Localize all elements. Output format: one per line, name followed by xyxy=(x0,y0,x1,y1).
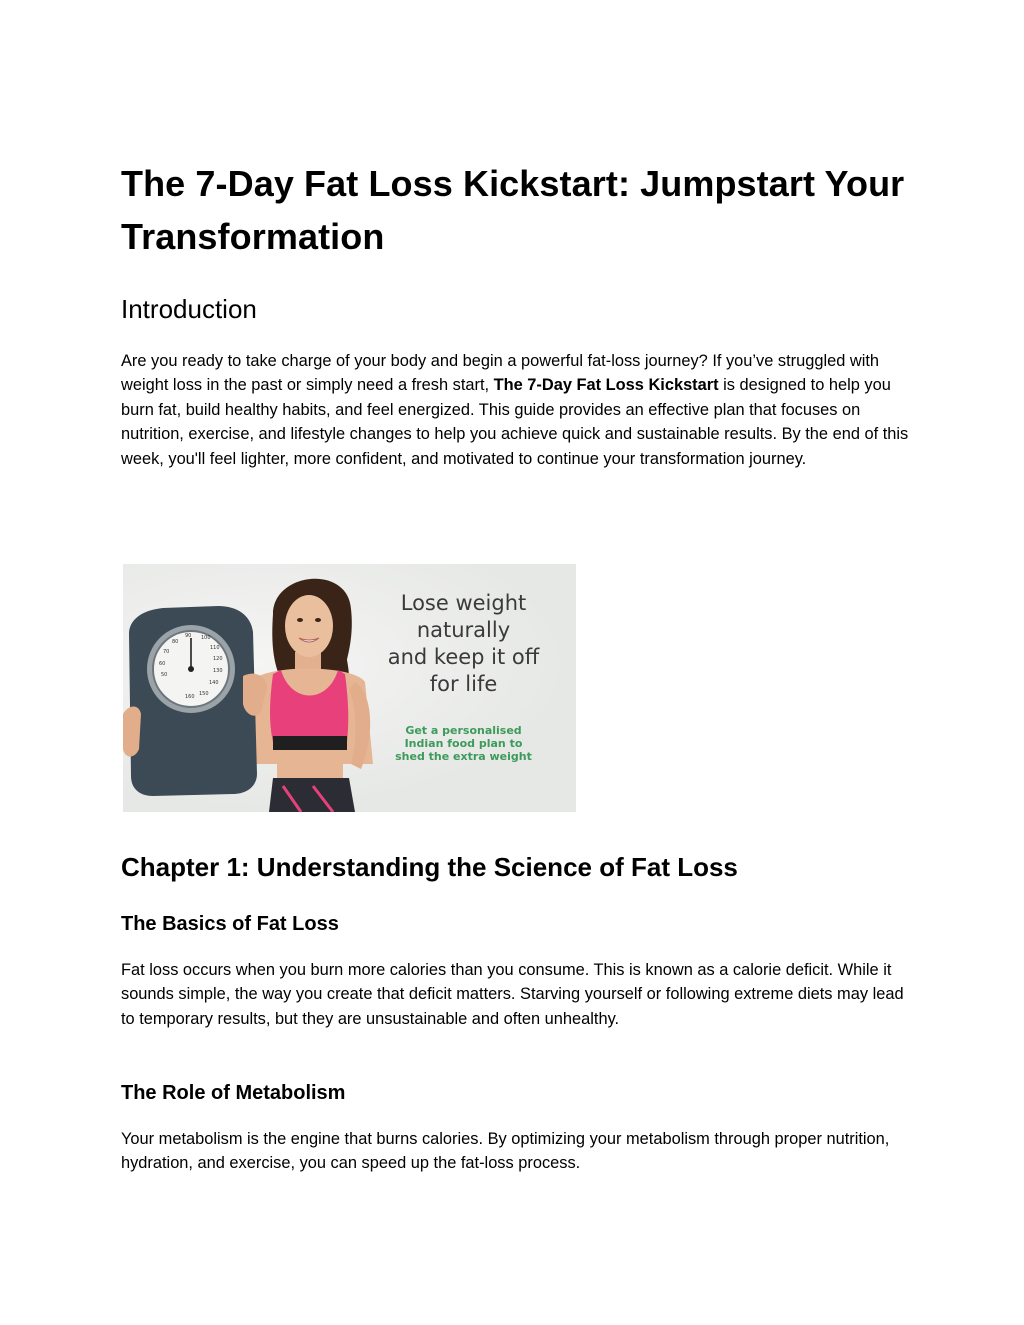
image-subline: Get a personalised Indian food plan to shed the extra weight xyxy=(395,724,532,763)
image-caption xyxy=(361,590,566,763)
intro-bold-title: The 7-Day Fat Loss Kickstart xyxy=(493,376,719,395)
metabolism-paragraph: Your metabolism is the engine that burns calories. By optimizing your metabolism through proper nutrition, hydration, and exercise, you can speed up the fat-loss process. xyxy=(121,1130,890,1173)
intro-text-after: is designed to help you burn fat, build healthy habits, and feel energized. This guide provides an effective plan that focuses on nutrition, exercise, and lifestyle changes to help you achieve quick and sustainable results. By the end of this week, you'll feel lighter, more confident, and motivated to continue your transformation journey. xyxy=(121,376,909,468)
promo-image xyxy=(123,564,576,812)
scale-num-150: 150 xyxy=(199,691,209,697)
intro-text-before: Are you ready to take charge of your body and begin a powerful fat-loss journey? If you’ve struggled with weight loss in the past or simply need a fresh start, xyxy=(121,352,880,395)
scale-num-100: 100 xyxy=(201,635,211,641)
introduction-paragraph xyxy=(121,349,911,471)
basics-heading: The Basics of Fat Loss xyxy=(121,913,339,935)
scale-num-160: 160 xyxy=(185,694,195,700)
bathroom-scale xyxy=(129,606,257,796)
scale-num-70: 70 xyxy=(163,649,170,655)
image-headline: Lose weight naturally and keep it off for life xyxy=(387,591,540,696)
scale-num-90: 90 xyxy=(185,633,192,639)
scale-num-60: 60 xyxy=(159,661,166,667)
scale-num-140: 140 xyxy=(209,680,219,686)
introduction-heading: Introduction xyxy=(121,294,257,324)
chapter1-heading: Chapter 1: Understanding the Science of Fat Loss xyxy=(121,852,738,882)
scale-num-120: 120 xyxy=(213,656,223,662)
scale-num-80: 80 xyxy=(172,639,179,645)
metabolism-heading: The Role of Metabolism xyxy=(121,1082,346,1104)
scale-num-110: 110 xyxy=(210,645,220,651)
basics-paragraph: Fat loss occurs when you burn more calories than you consume. This is known as a calorie deficit. While it sounds simple, the way you create that deficit matters. Starving yourself or following extreme diets may lead to temporary results, but they are unsustainable and often unhealthy. xyxy=(121,961,904,1028)
document-title: The 7-Day Fat Loss Kickstart: Jumpstart Your Transformation xyxy=(121,163,905,257)
scale-num-50: 50 xyxy=(161,672,168,678)
scale-num-130: 130 xyxy=(213,668,223,674)
face-shape xyxy=(285,595,333,657)
